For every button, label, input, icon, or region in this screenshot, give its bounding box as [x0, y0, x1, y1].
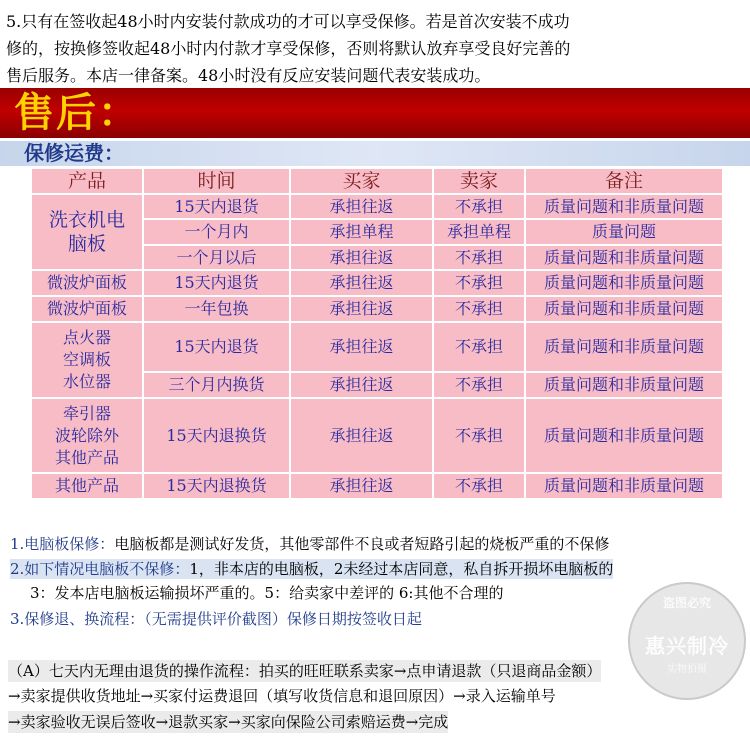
seller-cell: 不承担 — [433, 322, 525, 372]
watermark-stamp — [628, 582, 746, 700]
seller-cell: 不承担 — [433, 473, 525, 499]
return-line-2: →卖家提供收货地址→买家付运费退回（填写收货信息和退回原因）→录入运输单号 — [8, 687, 556, 705]
seller-cell: 承担单程 — [433, 219, 525, 245]
time-cell: 一个月内 — [143, 219, 290, 245]
warranty-notice — [6, 8, 746, 89]
buyer-cell: 承担往返 — [290, 372, 433, 398]
section-header — [0, 141, 750, 166]
time-cell: 一个月以后 — [143, 245, 290, 270]
remark-cell: 质量问题 — [525, 219, 723, 245]
note-2-text: 1，非本店的电脑板，2未经过本店同意，私自拆开损坏电脑板的 — [189, 560, 614, 578]
note-1-text: 电脑板都是测试好发货，其他零部件不良或者短路引起的烧板严重的不保修 — [114, 535, 610, 553]
remark-cell: 质量问题和非质量问题 — [525, 194, 723, 219]
table-header-row — [31, 168, 723, 194]
return-line-3: →卖家验收无误后签收→退款买家→买家向保险公司索赔运费→完成 — [8, 713, 449, 731]
notice-line-2: 修的，按换修签收起48小时内付款才享受保修，否则将默认放弃享受良好完善的 — [6, 39, 571, 58]
time-cell: 三个月内换货 — [143, 372, 290, 398]
buyer-cell: 承担往返 — [290, 296, 433, 322]
shipping-fee-table — [30, 167, 724, 500]
after-sales-banner — [0, 88, 750, 138]
remark-cell: 质量问题和非质量问题 — [525, 473, 723, 499]
remark-cell: 质量问题和非质量问题 — [525, 398, 723, 473]
remark-cell: 质量问题和非质量问题 — [525, 296, 723, 322]
header-time: 时间 — [143, 168, 290, 194]
notice-line-1: 5.只有在签收起48小时内安装付款成功的才可以享受保修。若是首次安装不成功 — [6, 12, 570, 31]
table-row — [31, 322, 723, 372]
time-cell: 15天内退换货 — [143, 398, 290, 473]
buyer-cell: 承担单程 — [290, 219, 433, 245]
watermark-brand: 惠兴制冷 — [645, 634, 729, 658]
section-title: 保修运费： — [24, 141, 124, 165]
seller-cell: 不承担 — [433, 194, 525, 219]
header-remark: 备注 — [525, 168, 723, 194]
product-cell: 微波炉面板 — [31, 296, 143, 322]
remark-cell: 质量问题和非质量问题 — [525, 270, 723, 296]
notice-line-3: 售后服务。本店一律备案。48小时没有反应安装问题代表安装成功。 — [6, 66, 491, 85]
buyer-cell: 承担往返 — [290, 245, 433, 270]
time-cell: 15天内退货 — [143, 322, 290, 372]
time-cell: 15天内退货 — [143, 194, 290, 219]
after-sales-title: 售后： — [14, 90, 140, 136]
note-exclusions — [10, 559, 613, 579]
time-cell: 15天内退换货 — [143, 473, 290, 499]
product-cell: 微波炉面板 — [31, 270, 143, 296]
buyer-cell: 承担往返 — [290, 194, 433, 219]
seller-cell: 不承担 — [433, 398, 525, 473]
table-row — [31, 473, 723, 499]
watermark-arc-text: 盗图必究 — [662, 596, 711, 610]
buyer-cell: 承担往返 — [290, 473, 433, 499]
note-computer-board — [10, 534, 609, 554]
watermark-sub: 实物拍摄 — [667, 664, 707, 675]
table-row — [31, 270, 723, 296]
table-row — [31, 296, 723, 322]
header-buyer: 买家 — [290, 168, 433, 194]
return-line-1: （A）七天内无理由退货的操作流程：拍买的旺旺联系卖家→点申请退款（只退商品金额） — [8, 662, 602, 680]
seller-cell: 不承担 — [433, 372, 525, 398]
note-exclusions-cont: 3：发本店电脑板运输损坏严重的。5：给卖家中差评的 6:其他不合理的 — [30, 584, 504, 602]
note-process: 3.保修退、换流程：（无需提供评价截图）保修日期按签收日起 — [10, 610, 422, 628]
note-2-label: 2.如下情况电脑板不保修： — [10, 560, 190, 578]
remark-cell: 质量问题和非质量问题 — [525, 245, 723, 270]
buyer-cell: 承担往返 — [290, 398, 433, 473]
buyer-cell: 承担往返 — [290, 322, 433, 372]
remark-cell: 质量问题和非质量问题 — [525, 372, 723, 398]
product-cell: 其他产品 — [31, 473, 143, 499]
note-1-label: 1.电脑板保修： — [10, 535, 115, 553]
product-cell: 牵引器 波轮除外 其他产品 — [31, 398, 143, 473]
time-cell: 一年包换 — [143, 296, 290, 322]
table-row — [31, 398, 723, 473]
header-product: 产品 — [31, 168, 143, 194]
table-row — [31, 194, 723, 219]
product-cell: 洗衣机电 脑板 — [31, 194, 143, 270]
seller-cell: 不承担 — [433, 245, 525, 270]
buyer-cell: 承担往返 — [290, 270, 433, 296]
seller-cell: 不承担 — [433, 296, 525, 322]
product-cell: 点火器 空调板 水位器 — [31, 322, 143, 398]
header-seller: 卖家 — [433, 168, 525, 194]
time-cell: 15天内退货 — [143, 270, 290, 296]
seller-cell: 不承担 — [433, 270, 525, 296]
remark-cell: 质量问题和非质量问题 — [525, 322, 723, 372]
